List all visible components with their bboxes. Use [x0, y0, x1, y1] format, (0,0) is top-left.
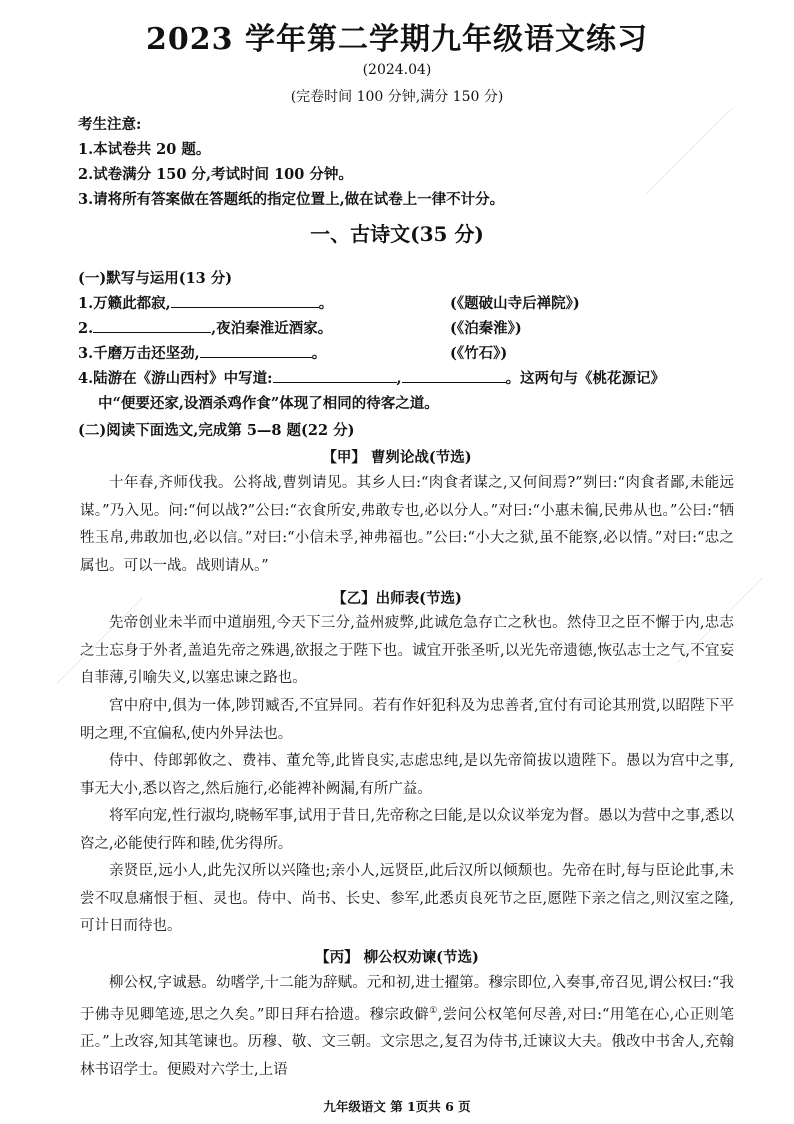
exam-time-note: (完卷时间 100 分钟,满分 150 分) — [290, 89, 504, 105]
q3-suffix: 。 — [311, 345, 327, 362]
passage-bing-text — [80, 970, 734, 1084]
notice-item: 1.本试卷共 20 题。 — [78, 141, 211, 158]
q1-prefix: 1.万籁此都寂, — [78, 295, 171, 312]
passage-yi-para: 先帝创业未半而中道崩殂,今天下三分,益州疲弊,此诚危急存亡之秋也。然侍卫之臣不懈于内,忠志之士忘身于外者,盖追先帝之殊遇,欲报之于陛下也。诚宜开张圣听,以光先帝遗德,恢弘志士之气,不宜妄自菲薄,引喻失义,以塞忠谏之路也。 — [80, 615, 734, 687]
notice-block — [78, 112, 504, 212]
watermark — [647, 108, 733, 194]
question-3 — [78, 342, 326, 363]
q1-source: (《题破山寺后禅院》) — [450, 295, 580, 312]
part2-title: (二)阅读下面选文,完成第 5—8 题(22 分) — [78, 422, 355, 439]
q2-source: (《泊秦淮》) — [450, 320, 522, 337]
bing-text-a: 柳公权,字诚悬。幼嗜学,十二能为辞赋。元和初,进士擢第。穆宗即位,入奏事,帝召见,谓公权曰:“我于佛寺见卿笔迹,思之久矣。”即日拜右拾遗。穆宗政僻 — [80, 975, 734, 1023]
q3-prefix: 3.千磨万击还坚劲, — [78, 345, 200, 362]
q2-prefix: 2. — [78, 320, 94, 337]
answer-blank[interactable] — [93, 318, 211, 333]
q4-prefix: 4.陆游在《游山西村》中写道: — [78, 370, 273, 387]
answer-blank[interactable] — [200, 343, 312, 358]
passage-yi-title: 【乙】出师表(节选) — [332, 590, 462, 607]
exam-title: 2023 学年第二学期九年级语文练习 — [146, 22, 648, 57]
question-2 — [78, 317, 332, 338]
question-1 — [78, 292, 333, 313]
answer-blank[interactable] — [171, 293, 319, 308]
q3-source: (《竹石》) — [450, 345, 508, 362]
passage-jia-title: 【甲】 曹刿论战(节选) — [322, 449, 472, 466]
bing-text-b: ,尝问公权笔何尽善,对曰:“用笔在心,心正则笔正。”上改容,知其笔谏也。历穆、敬、文三朝。文宗思之,复召为侍书,迁谏议大夫。俄改中书舍人,充翰林书诏学士。便殿对六学士,上语 — [80, 1006, 734, 1078]
passage-yi-para: 将军向宠,性行淑均,晓畅军事,试用于昔日,先帝称之曰能,是以众议举宠为督。愚以为营中之事,悉以咨之,必能使行阵和睦,优劣得所。 — [80, 808, 734, 852]
footnote-marker: ① — [429, 1005, 438, 1016]
page-footer: 九年级语文 第 1页共 6 页 — [323, 1099, 471, 1114]
answer-blank[interactable] — [273, 368, 397, 383]
answer-blank[interactable] — [402, 368, 506, 383]
section-title: 一、古诗文(35 分) — [310, 222, 484, 246]
q4-line2: 中“便要还家,设酒杀鸡作食”体现了相同的待客之道。 — [98, 395, 439, 412]
q4-suffix: 。这两句与《桃花源记》 — [505, 370, 666, 387]
passage-jia-text: 十年春,齐师伐我。公将战,曹刿请见。其乡人曰:“肉食者谋之,又何间焉?”刿曰:“肉食者鄙,未能远谋。”乃入见。问:“何以战?”公曰:“衣食所安,弗敢专也,必以分人。”对曰:“小惠未徧,民弗从也。”公曰:“牺牲玉帛,弗敢加也,必以信。”对曰:“小信未孚,神弗福也。”公曰:“小大之狱,虽不能察,必以情。”对曰:“忠之属也。可以一战。战则请从。” — [80, 475, 734, 574]
passage-yi-para: 侍中、侍郎郭攸之、费祎、董允等,此皆良实,志虑忠纯,是以先帝简拔以遗陛下。愚以为宫中之事,事无大小,悉以咨之,然后施行,必能裨补阙漏,有所广益。 — [80, 753, 734, 797]
notice-heading: 考生注意: — [78, 116, 142, 133]
part1-title: (一)默写与运用(13 分) — [78, 270, 233, 287]
question-4 — [78, 367, 665, 388]
passage-yi-para: 宫中府中,俱为一体,陟罚臧否,不宜异同。若有作奸犯科及为忠善者,宜付有司论其刑赏,以昭陛下平明之理,不宜偏私,使内外异法也。 — [80, 698, 734, 742]
q2-suffix: ,夜泊秦淮近酒家。 — [211, 320, 333, 337]
passage-bing-title: 【丙】 柳公权劝谏(节选) — [315, 949, 479, 966]
exam-date: (2024.04) — [362, 62, 432, 78]
q1-suffix: 。 — [318, 295, 334, 312]
notice-item: 2.试卷满分 150 分,考试时间 100 分钟。 — [78, 166, 353, 183]
q4-mid: , — [396, 370, 402, 387]
passage-yi-para: 亲贤臣,远小人,此先汉所以兴隆也;亲小人,远贤臣,此后汉所以倾颓也。先帝在时,每与臣论此事,未尝不叹息痛恨于桓、灵也。侍中、尚书、长史、参军,此悉贞良死节之臣,愿陛下亲之信之,则汉室之隆,可计日而待也。 — [80, 863, 734, 935]
notice-item: 3.请将所有答案做在答题纸的指定位置上,做在试卷上一律不计分。 — [78, 191, 505, 208]
